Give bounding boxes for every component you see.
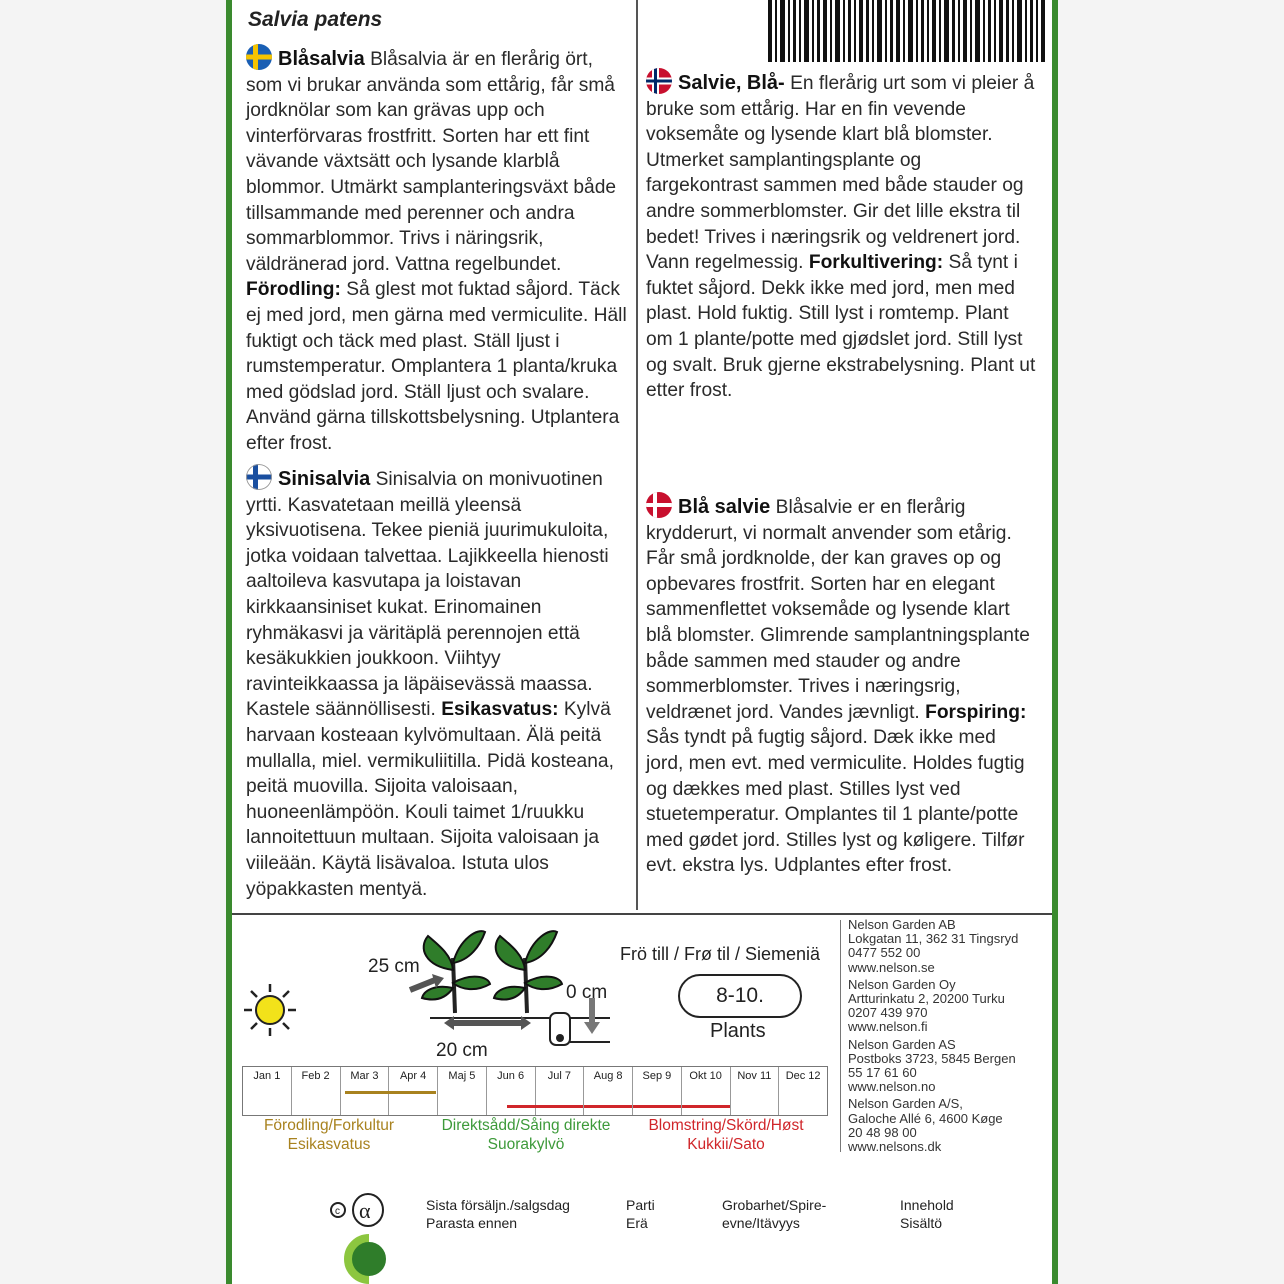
sowing-label-dk: Forspiring:	[925, 701, 1027, 723]
supplier-dk: Nelson Garden A/S, Galoche Allé 6, 4600 Køge 20 48 98 00 www.nelsons.dk	[848, 1096, 1003, 1155]
month-cell: Feb 2	[292, 1067, 341, 1115]
section-norwegian	[646, 68, 1036, 404]
supplier-no: Nelson Garden AS Postboks 3723, 5845 Bergen 55 17 61 60 www.nelson.no	[848, 1036, 1016, 1095]
danish-flag-icon	[646, 492, 672, 518]
swedish-flag-icon	[246, 44, 272, 70]
sun-icon	[244, 984, 296, 1036]
section-body-sv: Blåsalvia är en flerårig ört, som vi brukar använda som ettårig, får små jordknölar som kan grävas upp och vinterförvaras frostfritt. Sorten har ett fint vävande växtsätt och lysande klarblå blommor. Utmärkt samplanteringsväxt både tillsammande med perenner och andra sommarblommor. Trivs i näringsrik, väldränerad jord. Vattna regelbundet.	[246, 49, 617, 275]
month-cell: Aug 8	[584, 1067, 633, 1115]
section-finnish	[246, 464, 632, 902]
month-cell: Nov 11	[731, 1067, 780, 1115]
svg-text:α: α	[359, 1198, 371, 1223]
seeds-unit: Plants	[710, 1020, 766, 1042]
month-cell: Jul 7	[536, 1067, 585, 1115]
month-cell: Dec 12	[785, 1070, 821, 1082]
norwegian-flag-icon	[646, 68, 672, 94]
section-name-sv: Blåsalvia	[278, 48, 365, 70]
info-divider	[840, 920, 841, 1152]
month-cell: Maj 5	[438, 1067, 487, 1115]
section-body-dk: Blåsalvie er en flerårig krydderurt, vi normalt anvender som etårig. Får små jordknolde, der kan graves op og opbevares frostfrit. Sorten har en elegant sammenflettet voksemåde og lysende klart blå blomster. Glimrende samplantningsplante både sammen med stauder og andre sommerblomster. Trives i næringsrig, veldrænet jord. Vandes jævnligt.	[646, 497, 1030, 723]
legend-direct: Direktsådd/Såing direkte Suorakylvö	[441, 1117, 611, 1153]
content-label: Innehold Sisältö	[900, 1197, 954, 1231]
month-cell: Sep 9	[633, 1067, 682, 1115]
lot-label: Parti Erä	[626, 1197, 655, 1231]
month-cell: Jun 6	[487, 1067, 536, 1115]
barcode	[766, 0, 1048, 62]
sowing-text-sv: Så glest mot fuktad såjord. Täck ej med jord, men gärna med vermiculite. Häll fuktigt och täck med plast. Ställ ljust i rumstemperatur. Omplantera 1 planta/kruka med gödslad jord. Ställ ljust och svalare. Använd gärna tillskottsbelysning. Utplantera efter frost.	[246, 279, 627, 454]
legend-indoor: Förodling/Forkultur Esikasvatus	[263, 1117, 395, 1153]
sowing-text-dk: Sås tyndt på fugtig såjord. Dæk ikke med jord, men evt. med vermiculite. Holdes fugtig og dækkes med plast. Stilles lyst ved stuetemperatur. Omplantes til 1 plante/potte med gødet jord. Stilles lyst og køligere. Tilfør evt. ekstra lys. Udplantes efter frost.	[646, 727, 1025, 877]
section-body-fi: Sinisalvia on monivuotinen yrtti. Kasvatetaan meillä yleensä yksivuotisena. Tekee pieniä juurimukuloita, jotka voidaan talvettaa. Lajikkeella hienosti aaltoileva kasvutapa ja loistavan kirkkaansiniset kukat. Erinomainen ryhmäkasvi ja väritäplä perennojen että kesäkukkien joukkoon. Viihtyy ravinteikkaassa ja läpäisevässä maassa. Kastele säännöllisesti.	[246, 469, 609, 721]
depth-value: 0 cm	[566, 982, 608, 1003]
supplier-fi: Nelson Garden Oy Artturinkatu 2, 20200 Turku 0207 439 970 www.nelson.fi	[848, 976, 1005, 1035]
month-cell: Jan 1	[243, 1067, 292, 1115]
legend-flowering: Blomstring/Skörd/Høst Kukkii/Sato	[648, 1117, 804, 1153]
section-name-dk: Blå salvie	[678, 496, 771, 518]
supplier-list	[848, 918, 1018, 1157]
finnish-flag-icon	[246, 464, 272, 490]
section-name-fi: Sinisalvia	[278, 468, 371, 490]
section-divider	[232, 913, 1052, 915]
supplier-se: Nelson Garden AB Lokgatan 11, 362 31 Tingsryd 0477 552 00 www.nelson.se	[848, 917, 1019, 975]
height-value: 25 cm	[368, 956, 420, 977]
month-cell: Mar 3	[341, 1067, 390, 1115]
latin-name: Salvia patens	[248, 8, 383, 31]
green-dot-recycle-icon	[344, 1234, 394, 1284]
plant-icon	[422, 931, 490, 1013]
germination-label: Grobarhet/Spire- evne/Itävyys	[722, 1197, 827, 1231]
sowing-label-sv: Förodling:	[246, 279, 341, 301]
section-swedish	[246, 44, 632, 457]
column-divider	[636, 0, 638, 910]
sowing-label-no: Forkultivering:	[808, 252, 944, 274]
seeds-label: Frö till / Frø til / Siemeniä	[620, 944, 821, 964]
svg-text:c: c	[335, 1206, 340, 1217]
sowing-text-no: Så tynt i fuktet såjord. Dekk ikke med jord, men med plast. Hold fuktig. Still lyst i romtemp. Plant om 1 plante/potte med gjødslet jord. Still lyst og svalt. Bruk gjerne ekstrabelysning. Plant ut etter frost.	[646, 252, 1036, 402]
section-body-no: En flerårig urt som vi pleier å bruke som ettårig. Har en fin vevende voksemåte og lysende klart blå blomster. Utmerket samplantingsplante og fargekontrast sammen med både stauder og andre sommerblomster. Gir det lille ekstra til bedet! Trives i næringsrik og veldrenert jord. Vann regelmessig.	[646, 73, 1035, 274]
sowing-calendar	[242, 1066, 828, 1116]
month-cell: Apr 4	[389, 1067, 438, 1115]
spacing-value: 20 cm	[436, 1040, 488, 1061]
section-name-no: Salvie, Blå-	[678, 72, 785, 94]
sowing-text-fi: Kylvä harvaan kosteaan kylvömultaan. Älä peitä mullalla, miel. vermikuliitilla. Pidä kosteana, peitä muovilla. Sijoita valoisaan, huoneenlämpöön. Kouli taimet 1/ruukku lannoitettuun multaan. Sijoita valoisaan ja viileään. Käytä lisävaloa. Istuta ulos yöpakkasten mentyä.	[246, 699, 614, 900]
sowing-label-fi: Esikasvatus:	[441, 699, 559, 721]
section-danish	[646, 492, 1036, 879]
seeds-count: 8-10.	[678, 974, 802, 1018]
sell-by-label: Sista försäljn./salgsdag Parasta ennen	[426, 1197, 570, 1231]
alpha-logo-icon	[328, 1192, 388, 1228]
month-cell: Okt 10	[682, 1067, 731, 1115]
